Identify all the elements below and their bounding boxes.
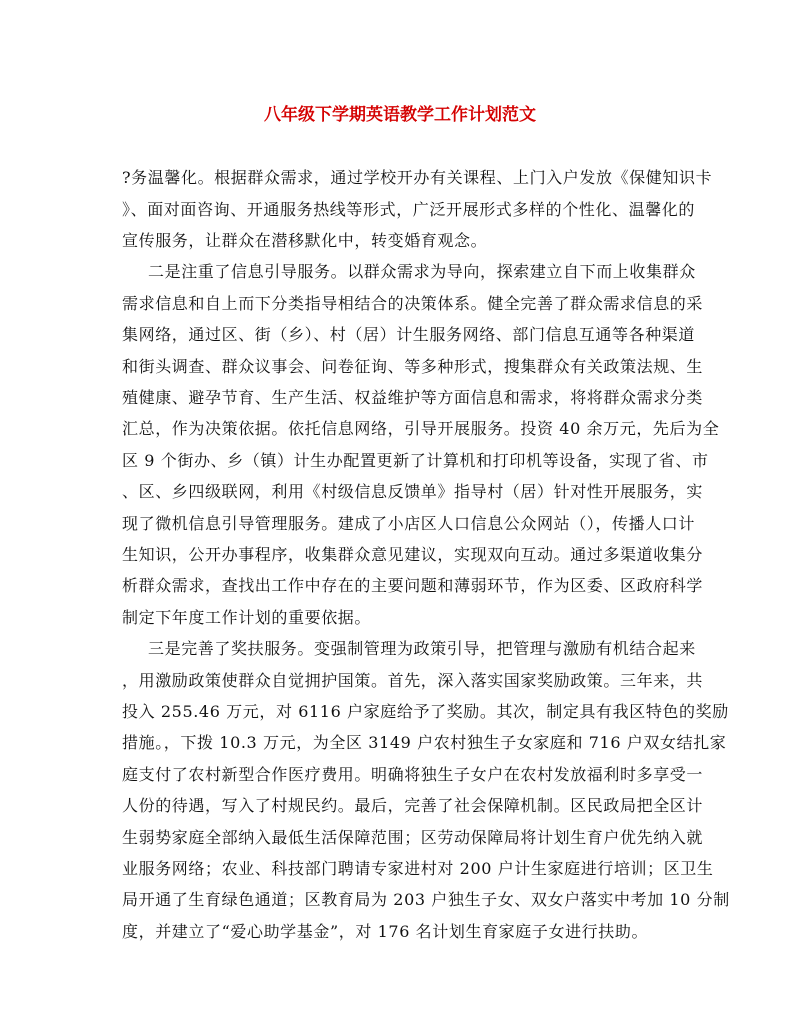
paragraph-line: 措施。，下拨 10.3 万元，为全区 3149 户农村独生子女家庭和 716 户双女结扎家: [122, 733, 727, 752]
paragraph-line: 生弱势家庭全部纳入最低生活保障范围；区劳动保障局将计划生育户优先纳入就: [122, 828, 704, 847]
paragraph-line: 庭支付了农村新型合作医疗费用。明确将独生子女户在农村发放福利时多享受一: [122, 765, 704, 784]
paragraph-line: 殖健康、避孕节育、生产生活、权益维护等方面信息和需求，将将群众需求分类: [122, 388, 704, 407]
paragraph-line: 度，并建立了“爱心助学基金”，对 176 名计划生育家庭子女进行扶助。: [122, 922, 649, 941]
paragraph-line: 制定下年度工作计划的重要依据。: [122, 608, 372, 627]
paragraph-line: 三是完善了奖扶服务。变强制管理为政策引导，把管理与激励有机结合起来: [148, 639, 696, 658]
paragraph-line: 宣传服务，让群众在潜移默化中，转变婚育观念。: [122, 231, 488, 250]
paragraph-line: 和街头调查、群众议事会、问卷征询、等多种形式，搜集群众有关政策法规、生: [122, 357, 704, 376]
paragraph-line: 业服务网络；农业、科技部门聘请专家进村对 200 户计生家庭进行培训；区卫生: [122, 859, 714, 878]
document-title: 八年级下学期英语教学工作计划范文: [264, 105, 536, 125]
paragraph-line: 汇总，作为决策依据。依托信息网络，引导开展服务。投资 40 余万元，先后为全: [122, 419, 720, 438]
paragraph-line: ，用激励政策使群众自觉拥护国策。首先，深入落实国家奖励政策。三年来，共: [122, 671, 704, 690]
paragraph-line: 投入 255.46 万元，对 6116 户家庭给予了奖励。其次，制定具有我区特色的奖励: [122, 702, 729, 721]
paragraph-line: 人份的待遇，写入了村规民约。最后，完善了社会保障机制。区民政局把全区计: [122, 796, 704, 815]
paragraph-line: 集网络，通过区、街（乡）、村（居）计生服务网络、部门信息互通等各种渠道: [122, 325, 696, 344]
paragraph-line: 生知识，公开办事程序，收集群众意见建议，实现双向互动。通过多渠道收集分: [122, 545, 704, 564]
paragraph-line: 二是注重了信息引导服务。以群众需求为导向，探索建立自下而上收集群众: [148, 262, 696, 281]
paragraph-line: 》、面对面咨询、开通服务热线等形式，广泛开展形式多样的个性化、温馨化的: [122, 200, 696, 219]
paragraph-line: 需求信息和自上而下分类指导相结合的决策体系。健全完善了群众需求信息的采: [122, 294, 704, 313]
paragraph-line: 区 9 个街办、乡（镇）计生办配置更新了计算机和打印机等设备，实现了省、市: [122, 451, 709, 470]
paragraph-line: 、区、乡四级联网，利用《村级信息反馈单》指导村（居）针对性开展服务，实: [122, 482, 704, 501]
paragraph-line: ?务温馨化。根据群众需求，通过学校开办有关课程、上门入户发放《保健知识卡: [122, 168, 713, 187]
paragraph-line: 现了微机信息引导管理服务。建成了小店区人口信息公众网站（），传播人口计: [122, 514, 696, 533]
paragraph-line: 析群众需求，查找出工作中存在的主要问题和薄弱环节，作为区委、区政府科学: [122, 576, 704, 595]
paragraph-line: 局开通了生育绿色通道；区教育局为 203 户独生子女、双女户落实中考加 10 分制: [122, 890, 730, 909]
